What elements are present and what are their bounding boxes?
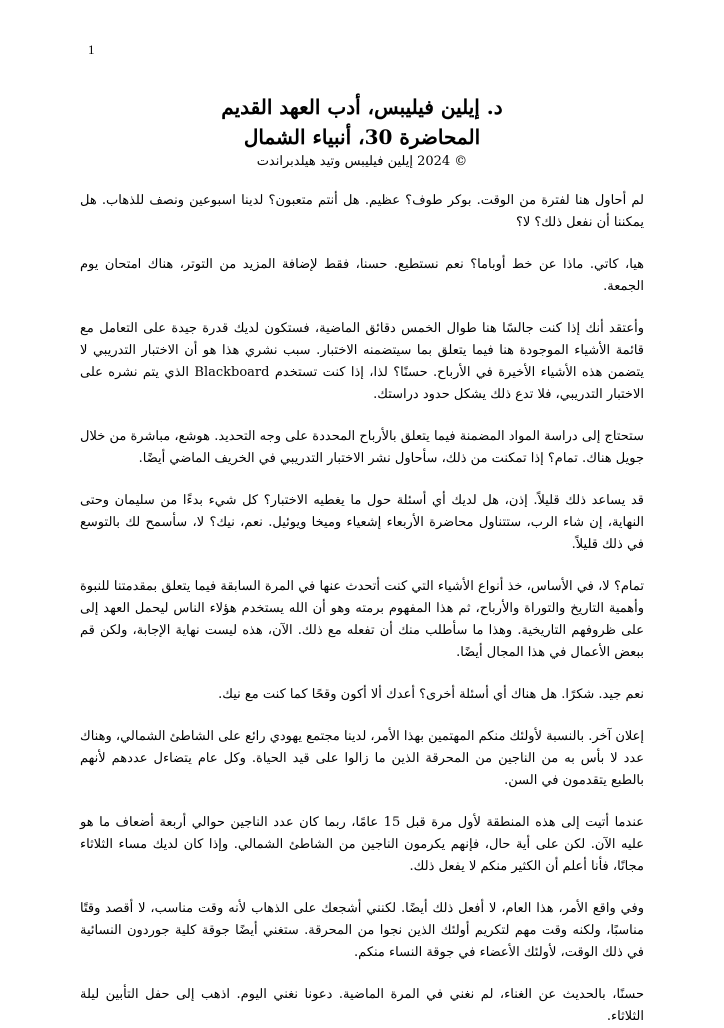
paragraph: نعم جيد. شكرًا. هل هناك أي أسئلة أخرى؟ أعدك ألا أكون وقحًا كما كنت مع نيك. (218, 687, 644, 702)
document-body (80, 190, 644, 1028)
paragraph: تمام؟ لا، في الأساس، خذ أنواع الأشياء التي كنت أتحدث عنها في المرة السابقة فيما يتعلق بمقدمتنا للنبوة وأهمية التاريخ والتوراة والأرباح، ثم هذا المفهوم برمته وهو أن الله يستخدم هؤلاء الناس ليحمل العهد إلى على ظروفهم التاريخية. وهذا ما سأطلب منك أن تفعله مع ذلك. الآن، هذه ليست نهاية الإجابة، ولكن قم ببعض الأعمال في هذا المجال أيضًا. (80, 579, 644, 660)
paragraph: وفي واقع الأمر، هذا العام، لا أفعل ذلك أيضًا. لكنني أشجعك على الذهاب لأنه وقت مناسب، لا أقصد وقتًا مناسبًا، ولكنه وقت مهم لتكريم أولئك الذين نجوا من المحرقة. ستغني أيضًا جوقة كلية جوردون النسائية في ذلك الوقت، لأولئك الأعضاء في جوقة النساء منكم. (80, 901, 644, 960)
paragraph: قد يساعد ذلك قليلاً. إذن، هل لديك أي أسئلة حول ما يغطيه الاختبار؟ كل شيء بدءًا من سليمان وحتى النهاية، إن شاء الرب، ستتناول محاضرة الأربعاء إشعياء وميخا ويوئيل. نعم، نيك؟ لا، سأسمح لك بالتوسع في ذلك قليلاً. (80, 493, 644, 552)
paragraph: هيا، كاتي. ماذا عن خط أوباما؟ نعم نستطيع. حسنا، فقط لإضافة المزيد من التوتر، هناك امتحان يوم الجمعة. (80, 257, 644, 294)
paragraph: عندما أتيت إلى هذه المنطقة لأول مرة قبل 15 عامًا، ربما كان عدد الناجين حوالي أربعة أضعاف ما هو عليه الآن. لكن على أية حال، فإنهم يكرمون الناجين من الشاطئ الشمالي. وإذا كان لديك مساء الثلاثاء مجانًا، فأنا أعلم أن الكثير منكم لا يفعل ذلك. (80, 815, 644, 874)
document-title: د. إيلين فيليبس، أدب العهد القديم (221, 95, 503, 119)
page-number: 1 (88, 42, 95, 57)
copyright-line: © 2024 إيلين فيليبس وتيد هيلدبراندت (256, 154, 468, 169)
title-block (80, 92, 644, 172)
paragraph: إعلان آخر. بالنسبة لأولئك منكم المهتمين بهذا الأمر، لدينا مجتمع يهودي رائع على الشاطئ الشمالي، وهناك عدد لا بأس به من الناجين من المحرقة الذين ما زالوا على قيد الحياة. وكل عام يتضاءل عددهم لأنهم بالطبع يتقدمون في السن. (80, 729, 644, 788)
paragraph: حسنًا، بالحديث عن الغناء، لم نغني في المرة الماضية. دعونا نغني اليوم. اذهب إلى حفل التأبين ليلة الثلاثاء. (80, 987, 644, 1024)
paragraph: ستحتاج إلى دراسة المواد المضمنة فيما يتعلق بالأرباح المحددة على وجه التحديد. هوشع، مباشرة من خلال جويل هناك. تمام؟ إذا تمكنت من ذلك، سأحاول نشر الاختبار التدريبي في الخريف الماضي أيضًا. (80, 429, 644, 466)
paragraph: وأعتقد أنك إذا كنت جالسًا هنا طوال الخمس دقائق الماضية، فستكون لديك قدرة جيدة على التعامل مع قائمة الأشياء الموجودة هنا فيما يتعلق بما سيتضمنه الاختبار. سبب نشري هذا هو أن الاختبار التدريبي لا يتضمن هذه الأشياء الأخيرة في الأرباح. حسنًا؟ لذا، إذا كنت تستخدم Blackboard الذي يتم نشره على الاختبار التدريبي، فلا تدع ذلك يشكل حدود دراستك. (80, 321, 644, 402)
lecture-title: المحاضرة 30، أنبياء الشمال (243, 125, 481, 149)
paragraph: لم أحاول هنا لفترة من الوقت. بوكر طوف؟ عظيم. هل أنتم متعبون؟ لدينا اسبوعين ونصف للذهاب. هل يمكننا أن نفعل ذلك؟ لا؟ (80, 193, 644, 230)
